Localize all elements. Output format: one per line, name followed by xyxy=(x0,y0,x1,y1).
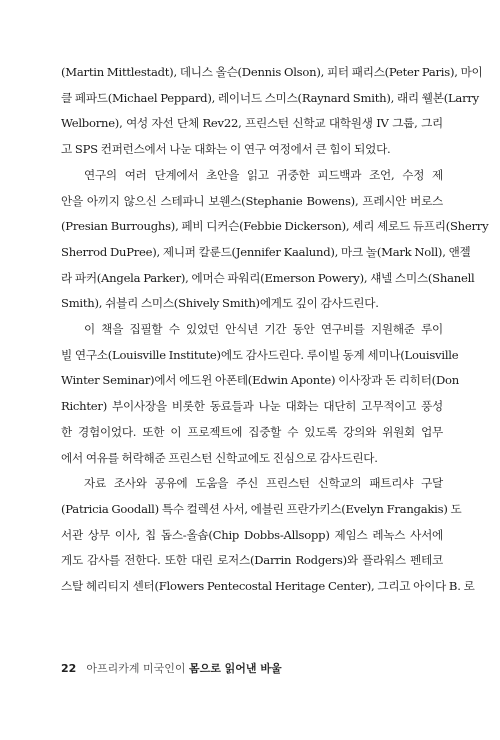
text-line: Welborne), 여성 자선 단체 Rev22, 프린스턴 신학교 대학원생 IV 그룹, 그리 xyxy=(61,116,443,131)
text-line: 연구의 여러 단계에서 초안을 읽고 귀중한 피드백과 조언, 수정 제 xyxy=(84,167,443,182)
text-line: 라 파커(Angela Parker), 에머슨 파워리(Emerson Powery), 섀넬 스미스(Shanell xyxy=(61,270,475,285)
paragraph-reviewers xyxy=(61,163,489,317)
paragraph-continuation xyxy=(61,60,483,163)
page-body xyxy=(61,60,489,600)
page-footer xyxy=(61,660,282,676)
text-line: Richter) 부이사장을 비롯한 동료들과 나눈 대화는 대단히 고무적이고 풍성 xyxy=(61,399,443,414)
running-title-main: 몸으로 읽어낸 바울 xyxy=(188,662,282,675)
text-line: 자료 조사와 공유에 도움을 주신 프린스턴 신학교의 패트리샤 구달 xyxy=(84,476,443,491)
paragraph-archives xyxy=(61,471,475,600)
text-line: 고 SPS 컨퍼런스에서 나눈 대화는 이 연구 여정에서 큰 힘이 되었다. xyxy=(61,142,391,157)
text-line: 서관 상무 이사, 칩 돕스-올솝(Chip Dobbs-Allsopp) 제임스 레녹스 사서에 xyxy=(61,527,443,542)
text-line: Smith), 쉬블리 스미스(Shively Smith)에게도 깊이 감사드린다. xyxy=(61,296,379,311)
text-line: 이 책을 집필할 수 있었던 안식년 기간 동안 연구비를 지원해준 루이 xyxy=(84,322,443,337)
text-line: Winter Seminar)에서 에드윈 아폰테(Edwin Aponte) 이사장과 돈 리히터(Don xyxy=(61,373,459,388)
text-line: 클 페파드(Michael Peppard), 레이너드 스미스(Raynard Smith), 래리 웰본(Larry xyxy=(61,90,479,105)
paragraph-funding xyxy=(61,317,459,471)
text-line: 한 경험이었다. 또한 이 프로젝트에 집중할 수 있도록 강의와 위원회 업무 xyxy=(61,424,443,439)
text-line: 에서 여유를 허락해준 프린스턴 신학교에도 진심으로 감사드린다. xyxy=(61,450,378,465)
text-line: (Martin Mittlestadt), 데니스 올슨(Dennis Olson), 피터 패리스(Peter Paris), 마이 xyxy=(61,65,483,79)
text-line: (Presian Burroughs), 페비 디커슨(Febbie Dickerson), 셰리 셰로드 듀프리(Sherry xyxy=(61,219,489,234)
text-line: 스탈 헤리티지 센터(Flowers Pentecostal Heritage Center), 그리고 아이다 B. 로 xyxy=(61,579,475,594)
text-line: (Patricia Goodall) 특수 컬렉션 사서, 에블린 프란가키스(Evelyn Frangakis) 도 xyxy=(61,501,462,516)
text-line: Sherrod DuPree), 제니퍼 칼룬드(Jennifer Kaalund), 마크 놀(Mark Noll), 앤젤 xyxy=(61,244,471,259)
text-line: 안을 아끼지 않으신 스테파니 보웬스(Stephanie Bowens), 프레시안 버로스 xyxy=(61,193,443,208)
running-title-prefix: 아프리카계 미국인이 xyxy=(86,662,189,675)
text-line: 게도 감사를 전한다. 또한 대린 로저스(Darrin Rodgers)와 플라워스 펜테코 xyxy=(61,553,443,568)
text-line: 빌 연구소(Louisville Institute)에도 감사드린다. 루이빌 동계 세미나(Louisville xyxy=(61,347,459,362)
page-number: 22 xyxy=(61,662,77,675)
